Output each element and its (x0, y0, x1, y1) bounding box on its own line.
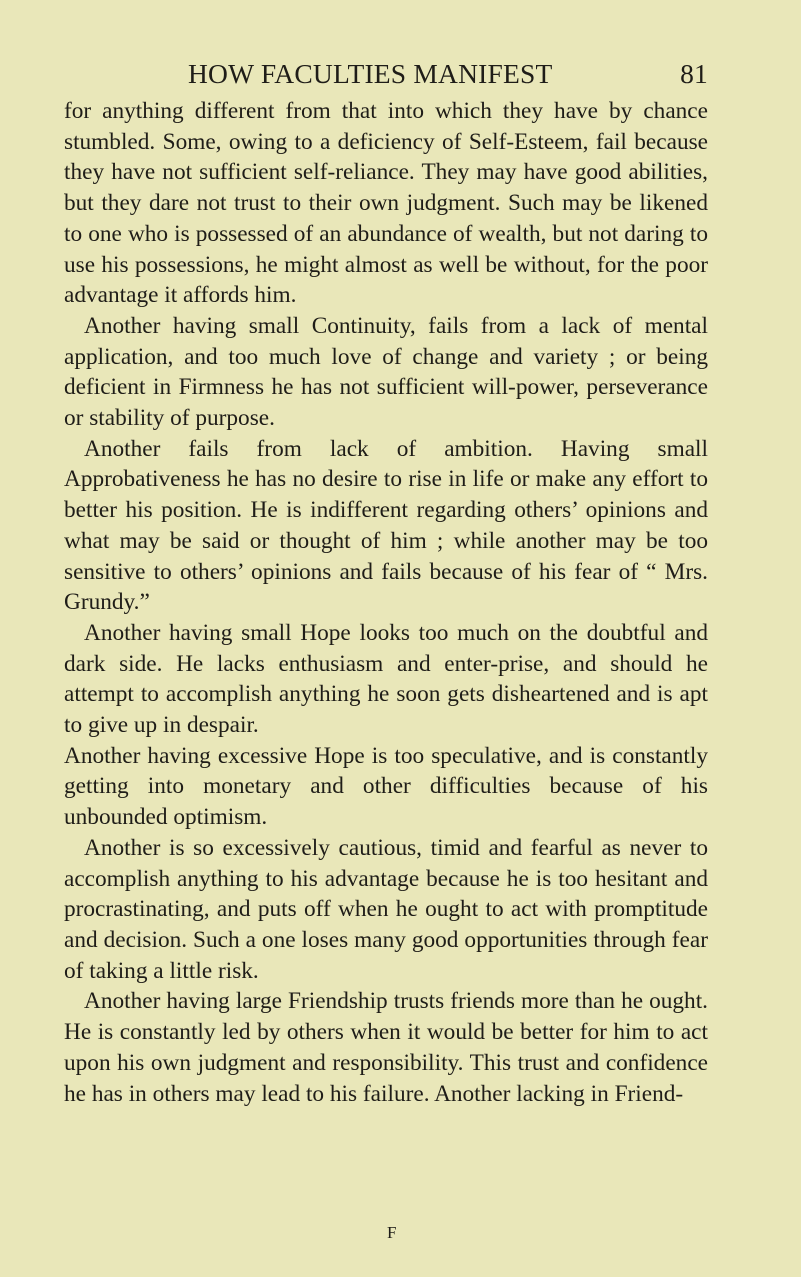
paragraph-2: Another having small Continuity, fails from a lack of mental application, and too much love of change and variety ; or being deficient in Firmness he has not sufficient will-power, perseverance or stability of purpose. (64, 312, 708, 432)
chapter-title: HOW FACULTIES MANIFEST (188, 58, 553, 89)
running-head (188, 56, 708, 92)
paragraph-4: Another having small Hope looks too much on the doubtful and dark side. He lacks enthusiasm and enter-prise, and should he attempt to accomplish anything he soon gets disheartened and is apt to give up in despair. (64, 619, 708, 739)
paragraph-1: for anything different from that into which they have by chance stumbled. Some, owing to a deficiency of Self-Esteem, fail because they have not sufficient self-reliance. They may have good abilities, but they dare not trust to their own judgment. Such may be likened to one who is possessed of an abundance of wealth, but not daring to use his possessions, he might almost as well be without, for the poor advantage it affords him. (64, 98, 708, 309)
paragraph-5: Another having excessive Hope is too speculative, and is constantly getting into monetary and other difficulties because of his unbounded optimism. (64, 742, 708, 831)
body-text (64, 96, 708, 1109)
signature-mark: F (387, 1223, 397, 1242)
paragraph-7: Another having large Friendship trusts friends more than he ought. He is constantly led by others when it would be better for him to act upon his own judgment and responsibility. This trust and confidence he has in others may lead to his failure. Another lacking in Friend- (64, 988, 708, 1107)
paragraph-3: Another fails from lack of ambition. Having small Approbativeness he has no desire to rise in life or make any effort to better his position. He is indifferent regarding others’ opinions and what may be said or thought of him ; while another may be too sensitive to others’ opinions and fails because of his fear of “ Mrs. Grundy.” (64, 435, 708, 616)
page-number: 81 (680, 58, 708, 89)
paragraph-6: Another is so excessively cautious, timid and fearful as never to accomplish anything to his advantage because he is too hesitant and procrastinating, and puts off when he ought to act with promptitude and decision. Such a one loses many good opportunities through fear of taking a little risk. (64, 834, 708, 984)
